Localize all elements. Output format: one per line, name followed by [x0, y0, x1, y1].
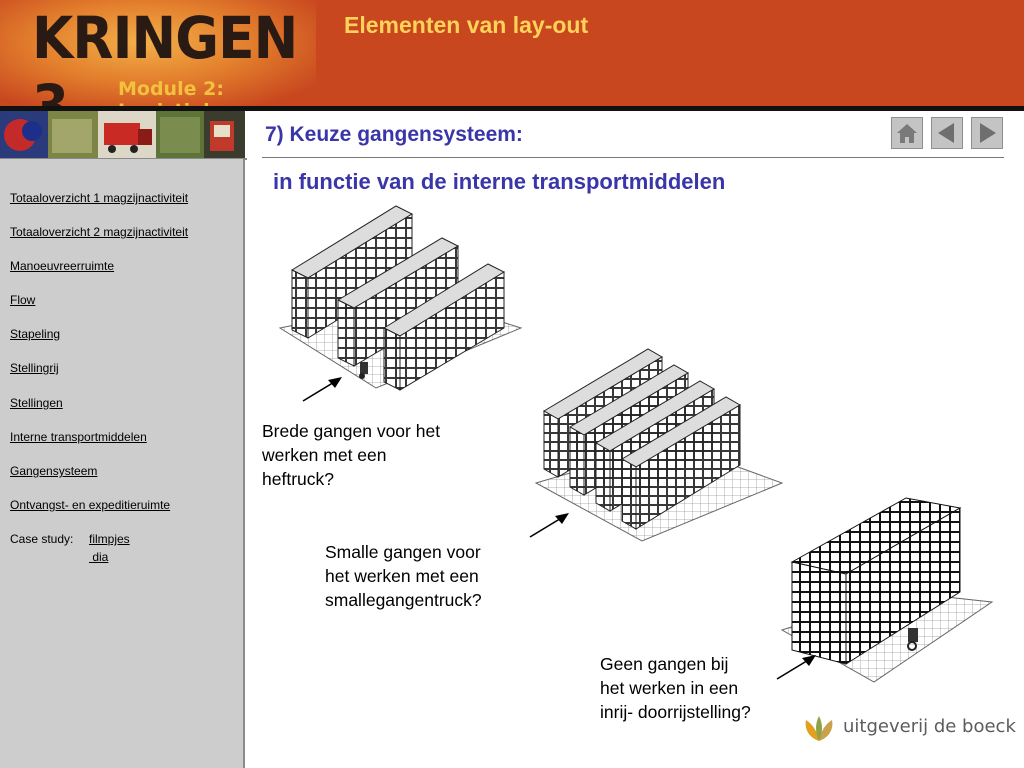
arrow-right-icon: [972, 118, 1002, 148]
arrow-pointer-icon: [527, 510, 572, 540]
caption-line: heftruck?: [262, 469, 334, 489]
home-button[interactable]: [891, 117, 923, 149]
next-button[interactable]: [971, 117, 1003, 149]
caption-line: smallegangentruck?: [325, 590, 482, 610]
logistics-photo-strip: [0, 111, 245, 159]
case-study-link-dia-label: dia: [92, 550, 109, 564]
caption-wide-aisles: [262, 419, 502, 491]
case-study-link-dia[interactable]: [89, 550, 108, 564]
title-divider: [262, 157, 1004, 158]
caption-line: Smalle gangen voor: [325, 542, 481, 562]
sidebar-item-interne-transportmiddelen[interactable]: Interne transportmiddelen: [10, 430, 147, 444]
arrow-pointer-icon: [300, 374, 345, 404]
header-bar: [0, 0, 1024, 108]
slide-title: 7) Keuze gangensysteem:: [265, 123, 523, 146]
slide-subtitle: in functie van de interne transportmiddelen: [273, 169, 726, 194]
caption-line: werken met een: [262, 445, 387, 465]
logo-subtitle: Module 2:: [118, 78, 224, 100]
kringen-logo: [0, 0, 316, 106]
sidebar-item-stellingrij[interactable]: Stellingrij: [10, 361, 59, 375]
publisher-logo: [798, 710, 1016, 748]
app-title: Elementen van lay-out: [344, 12, 589, 38]
sidebar-item-totaaloverzicht-2[interactable]: Totaaloverzicht 2 magzijnactiviteit: [10, 225, 189, 239]
sidebar: [0, 159, 245, 768]
home-icon: [892, 118, 922, 148]
caption-line: inrij- doorrijstelling?: [600, 702, 751, 722]
sidebar-item-ontvangst-expeditieruimte[interactable]: Ontvangst- en expeditieruimte: [10, 498, 171, 512]
caption-line: het werken in een: [600, 678, 739, 698]
sidebar-item-flow[interactable]: Flow: [10, 293, 36, 307]
previous-button[interactable]: [931, 117, 963, 149]
leaf-logo-icon: [800, 714, 838, 744]
arrow-left-icon: [932, 118, 962, 148]
sidebar-item-stapeling[interactable]: Stapeling: [10, 327, 61, 341]
publisher-name: uitgeverij de boeck: [843, 716, 1016, 737]
caption-line: Brede gangen voor het: [262, 421, 441, 441]
caption-line: Geen gangen bij: [600, 654, 729, 674]
case-study-label: Case study:: [10, 532, 74, 546]
logo-title: KRINGEN: [32, 4, 298, 72]
sidebar-item-totaaloverzicht-1[interactable]: Totaaloverzicht 1 magzijnactiviteit: [10, 191, 189, 205]
sidebar-item-gangensysteem[interactable]: Gangensysteem: [10, 464, 98, 478]
caption-narrow-aisles: [325, 540, 565, 612]
caption-line: het werken met een: [325, 566, 479, 586]
sidebar-item-manoeuvreerruimte[interactable]: Manoeuvreerruimte: [10, 259, 115, 273]
wide-aisle-racks-illustration: [276, 198, 526, 393]
sidebar-item-stellingen[interactable]: Stellingen: [10, 396, 63, 410]
case-study-link-filmpjes[interactable]: filmpjes: [89, 532, 130, 546]
